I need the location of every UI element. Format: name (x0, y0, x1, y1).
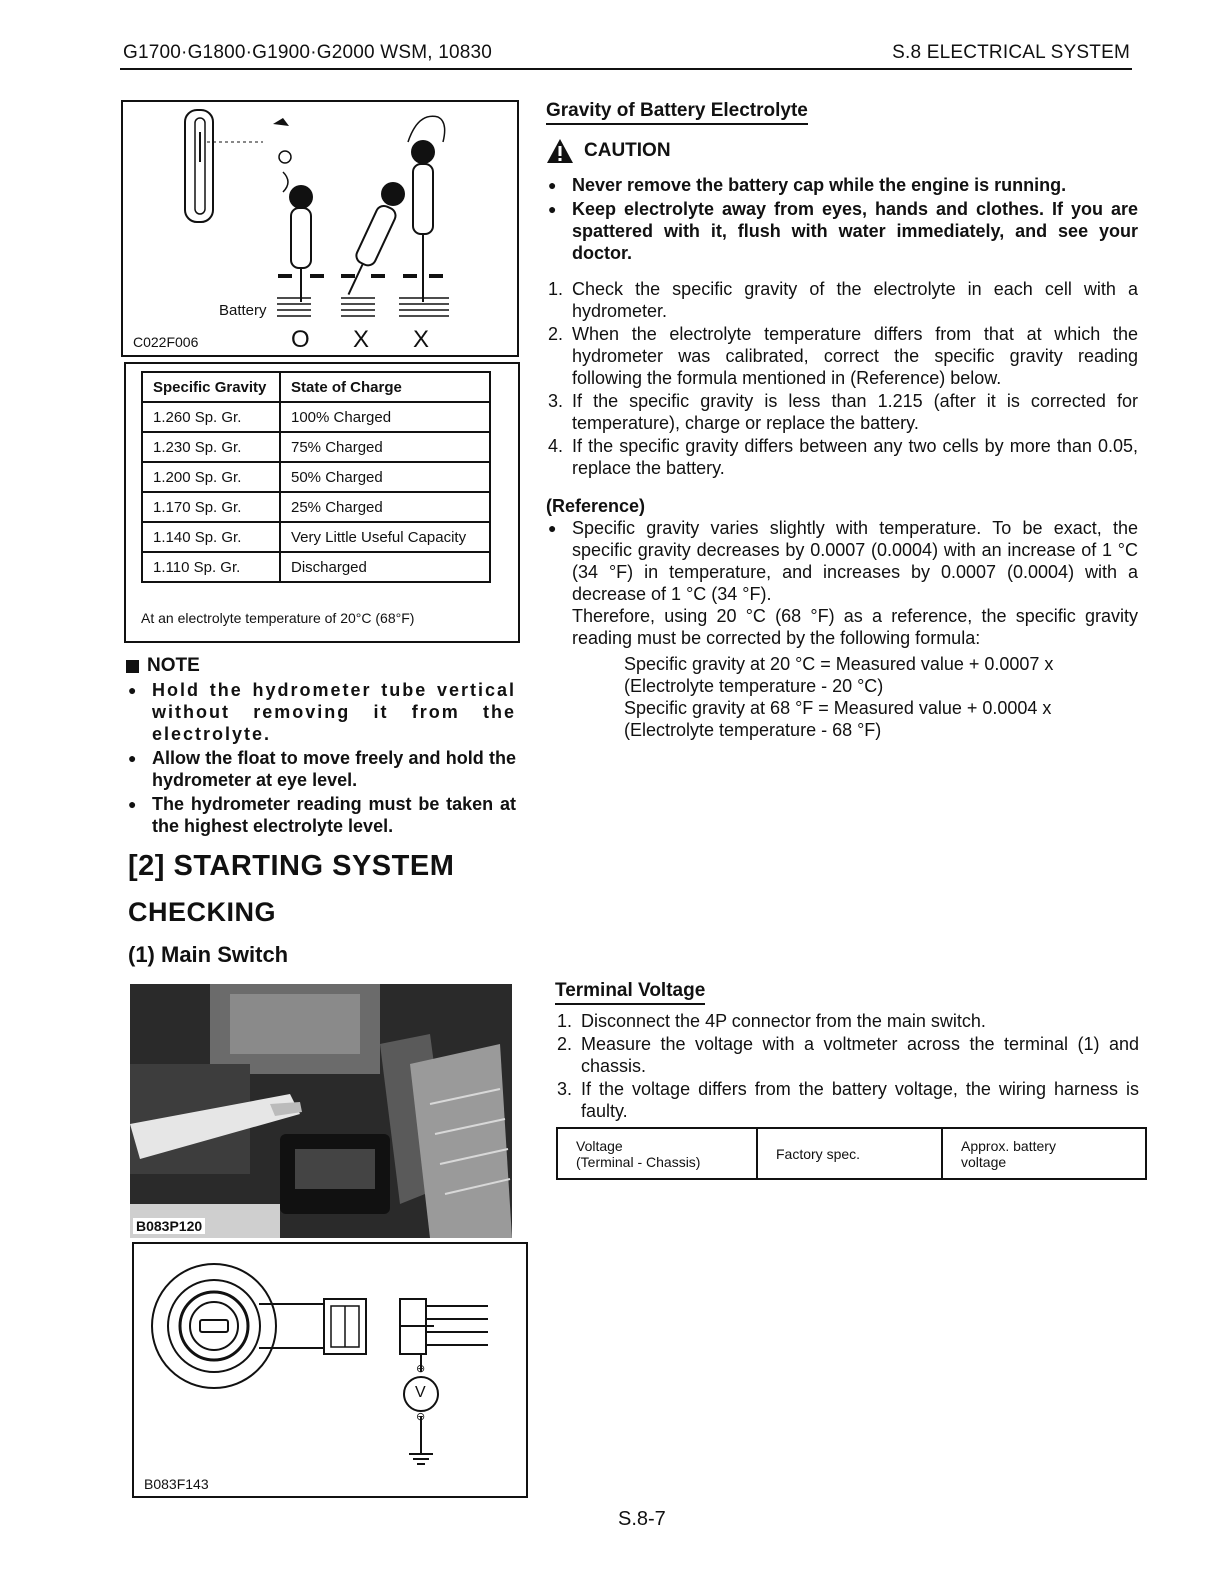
battery-label: Battery (219, 302, 267, 319)
table-row (557, 1128, 1146, 1179)
formula-2a: Specific gravity at 68 °F = Measured value + 0.0004 x (624, 698, 1052, 718)
gravity-value: 1.140 Sp. Gr. (142, 522, 280, 552)
table-row (142, 522, 490, 552)
incorrect-mark-1: X (353, 326, 370, 353)
step-item: 1. Disconnect the 4P connector from the main switch. (557, 1011, 986, 1031)
voltage-spec-table (556, 1127, 1147, 1180)
step-item: 4. If the specific gravity differs between any two cells by more than 0.05, replace the battery. (548, 436, 1138, 478)
gravity-value: 1.170 Sp. Gr. (142, 492, 280, 522)
table-header-state: State of Charge (280, 372, 490, 402)
table-row (142, 462, 490, 492)
reference-item: ● Specific gravity varies slightly with temperature. To be exact, the specific gravity decreases by 0.0007 (0.0004) with an increase of 1 °C (34 °F) in temperature, and increases by 0.0007 (0.0004) with a decrease of 1 °C (34 °F). Therefore, using 20 °C (68 °F) as a reference, the specific gravity reading must be corrected by the following formula: (546, 517, 1138, 649)
incorrect-mark-2: X (413, 326, 430, 353)
approx-voltage-cell: Approx. battery voltage (942, 1128, 1146, 1179)
note-item: ● Allow the float to move freely and hold the hydrometer at eye level. (126, 747, 516, 791)
terminal-section (555, 980, 1139, 1123)
note-title: NOTE (147, 655, 200, 676)
step-item: 2. When the electrolyte temperature differs from that at which the hydrometer was calibrated, correct the specific gravity reading following the formula mentioned in (Reference) below. (548, 324, 1138, 388)
negative-terminal-icon: ⊖ (416, 1411, 426, 1423)
formula-block (624, 653, 1138, 741)
terminal-title: Terminal Voltage (555, 980, 1139, 1002)
charge-state: Very Little Useful Capacity (280, 522, 490, 552)
gravity-value: 1.200 Sp. Gr. (142, 462, 280, 492)
formula-1b: (Electrolyte temperature - 20 °C) (624, 676, 884, 696)
caution-item: ● Never remove the battery cap while the engine is running. (546, 174, 1138, 196)
table-row (142, 402, 490, 432)
gravity-value: 1.260 Sp. Gr. (142, 402, 280, 432)
step-item: 3. If the specific gravity is less than 1.215 (after it is corrected for temperature), charge or replace the battery. (548, 391, 1138, 433)
caution-heading (546, 138, 1138, 164)
photo-code: B083P120 (133, 1218, 205, 1234)
caution-list (546, 174, 1138, 264)
note-block (126, 655, 516, 839)
charge-state: 50% Charged (280, 462, 490, 492)
step-item: 3. If the voltage differs from the battery voltage, the wiring harness is faulty. (557, 1079, 1139, 1121)
factory-spec-cell: Factory spec. (757, 1128, 942, 1179)
caution-item: ● Keep electrolyte away from eyes, hands and clothes. If you are spattered with it, flush with water immediately, and see your doctor. (546, 198, 1138, 264)
table-header-row (142, 372, 490, 402)
formula-2b: (Electrolyte temperature - 68 °F) (624, 720, 882, 740)
formula-1a: Specific gravity at 20 °C = Measured value + 0.0007 x (624, 654, 1054, 674)
charge-state: 25% Charged (280, 492, 490, 522)
main-switch-photo (130, 984, 512, 1238)
switch-wiring-illustration (134, 1244, 526, 1496)
table-row (142, 552, 490, 582)
gravity-section (546, 100, 1138, 741)
header-right: S.8 ELECTRICAL SYSTEM (892, 42, 1130, 63)
gravity-value: 1.110 Sp. Gr. (142, 552, 280, 582)
figure-code: C022F006 (133, 334, 199, 350)
hydrometer-figure (121, 100, 519, 357)
positive-terminal-icon: ⊕ (416, 1363, 426, 1375)
warning-icon (546, 138, 574, 164)
gravity-steps (546, 278, 1138, 479)
checking-title: CHECKING (128, 897, 277, 927)
table-footnote: At an electrolyte temperature of 20°C (68°F) (141, 610, 415, 626)
note-item: ● The hydrometer reading must be taken at the highest electrolyte level. (126, 793, 516, 837)
switch-diagram (132, 1242, 528, 1498)
gravity-value: 1.230 Sp. Gr. (142, 432, 280, 462)
photo-illustration (130, 984, 512, 1238)
table-row (142, 432, 490, 462)
starting-system-title: [2] STARTING SYSTEM (128, 850, 455, 882)
voltage-cell: Voltage (Terminal - Chassis) (557, 1128, 757, 1179)
terminal-steps (555, 1010, 1139, 1122)
reference-title: (Reference) (546, 496, 646, 516)
main-switch-title: (1) Main Switch (128, 942, 289, 967)
voltmeter-label: V (415, 1384, 426, 1401)
page-number: S.8-7 (618, 1508, 666, 1530)
step-item: 1. Check the specific gravity of the electrolyte in each cell with a hydrometer. (548, 279, 1138, 321)
caution-label: CAUTION (584, 140, 671, 161)
note-square-icon (126, 660, 139, 673)
charge-state: 100% Charged (280, 402, 490, 432)
correct-mark: O (291, 326, 310, 353)
gravity-section-title: Gravity of Battery Electrolyte (546, 100, 1138, 122)
gravity-table (141, 371, 491, 583)
note-list (126, 679, 516, 837)
step-item: 2. Measure the voltage with a voltmeter across the terminal (1) and chassis. (557, 1034, 1139, 1076)
header-left: G1700·G1800·G1900·G2000 WSM, 10830 (123, 42, 493, 63)
charge-state: Discharged (280, 552, 490, 582)
diagram-code: B083F143 (144, 1476, 209, 1492)
note-item: ● Hold the hydrometer tube vertical without removing it from the electrolyte. (126, 679, 516, 745)
table-row (142, 492, 490, 522)
hydrometer-illustration (123, 102, 517, 355)
reference-list (546, 517, 1138, 649)
charge-state: 75% Charged (280, 432, 490, 462)
header-rule (120, 68, 1132, 70)
table-header-gravity: Specific Gravity (142, 372, 280, 402)
